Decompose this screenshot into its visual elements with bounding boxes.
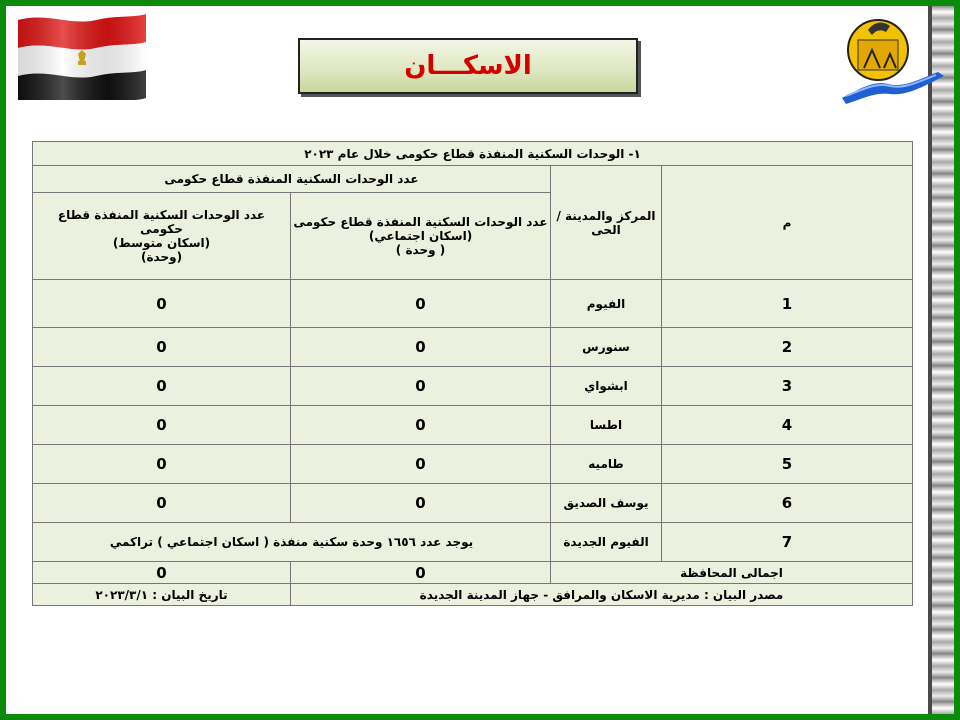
city-cell: اطسا bbox=[551, 406, 662, 445]
row-number: 5 bbox=[662, 445, 913, 484]
row-number: 1 bbox=[662, 280, 913, 328]
total-label: اجمالى المحافظة bbox=[551, 562, 913, 584]
table-row bbox=[33, 367, 913, 406]
source-row bbox=[33, 584, 913, 606]
medium-cell: 0 bbox=[33, 280, 291, 328]
table-row bbox=[33, 445, 913, 484]
col-social-header bbox=[291, 193, 551, 280]
col-m-header: م bbox=[662, 166, 913, 280]
col-social-line2: (اسكان اجتماعي) bbox=[368, 229, 473, 243]
total-social: 0 bbox=[291, 562, 551, 584]
city-cell: الفيوم bbox=[551, 280, 662, 328]
medium-cell: 0 bbox=[33, 328, 291, 367]
medium-cell: 0 bbox=[33, 484, 291, 523]
city-cell: الفيوم الجديدة bbox=[551, 523, 662, 562]
table-row-new-fayoum bbox=[33, 523, 913, 562]
egypt-flag-icon bbox=[16, 12, 148, 100]
social-cell: 0 bbox=[291, 445, 551, 484]
table-row bbox=[33, 280, 913, 328]
table-caption: ١- الوحدات السكنية المنفذة قطاع حكومى خلال عام ٢٠٢٣ bbox=[33, 142, 913, 166]
total-row bbox=[33, 562, 913, 584]
row-number: 7 bbox=[662, 523, 913, 562]
data-date: تاريخ البيان : ٢٠٢٣/٣/١ bbox=[33, 584, 291, 606]
page-title-box bbox=[298, 38, 638, 94]
row-number: 2 bbox=[662, 328, 913, 367]
city-cell: ابشواي bbox=[551, 367, 662, 406]
city-cell: يوسف الصديق bbox=[551, 484, 662, 523]
col-center-header: المركز والمدينة / الحى bbox=[551, 166, 662, 280]
row-number: 3 bbox=[662, 367, 913, 406]
row-number: 4 bbox=[662, 406, 913, 445]
group-header-row bbox=[33, 166, 913, 193]
cumulative-note: يوجد عدد ١٦٥٦ وحدة سكنية منفذة ( اسكان اجتماعي ) تراكمي bbox=[33, 523, 551, 562]
group-header: عدد الوحدات السكنية المنفذة قطاع حكومى bbox=[33, 166, 551, 193]
table-row bbox=[33, 328, 913, 367]
data-source: مصدر البيان : مديرية الاسكان والمرافق - جهاز المدينة الجديدة bbox=[291, 584, 913, 606]
table-row bbox=[33, 406, 913, 445]
social-cell: 0 bbox=[291, 367, 551, 406]
col-social-line3: ( وحدة ) bbox=[395, 243, 446, 257]
city-cell: سنورس bbox=[551, 328, 662, 367]
social-cell: 0 bbox=[291, 406, 551, 445]
housing-units-table bbox=[32, 141, 913, 606]
col-medium-line3: (وحدة) bbox=[140, 250, 183, 264]
table-row bbox=[33, 484, 913, 523]
medium-cell: 0 bbox=[33, 445, 291, 484]
col-medium-header bbox=[33, 193, 291, 280]
total-medium: 0 bbox=[33, 562, 291, 584]
col-social-line1: عدد الوحدات السكنية المنفذة قطاع حكومى bbox=[293, 215, 548, 229]
social-cell: 0 bbox=[291, 328, 551, 367]
medium-cell: 0 bbox=[33, 406, 291, 445]
social-cell: 0 bbox=[291, 280, 551, 328]
city-cell: طاميه bbox=[551, 445, 662, 484]
table-caption-row bbox=[33, 142, 913, 166]
page-title: الاسكـــان bbox=[404, 51, 532, 81]
right-decorative-strip bbox=[932, 6, 954, 714]
social-cell: 0 bbox=[291, 484, 551, 523]
col-medium-line2: (اسكان متوسط) bbox=[112, 236, 211, 250]
fayoum-governorate-logo bbox=[838, 10, 948, 105]
row-number: 6 bbox=[662, 484, 913, 523]
medium-cell: 0 bbox=[33, 367, 291, 406]
col-medium-line1: عدد الوحدات السكنية المنفذة قطاع حكومى bbox=[57, 208, 266, 236]
